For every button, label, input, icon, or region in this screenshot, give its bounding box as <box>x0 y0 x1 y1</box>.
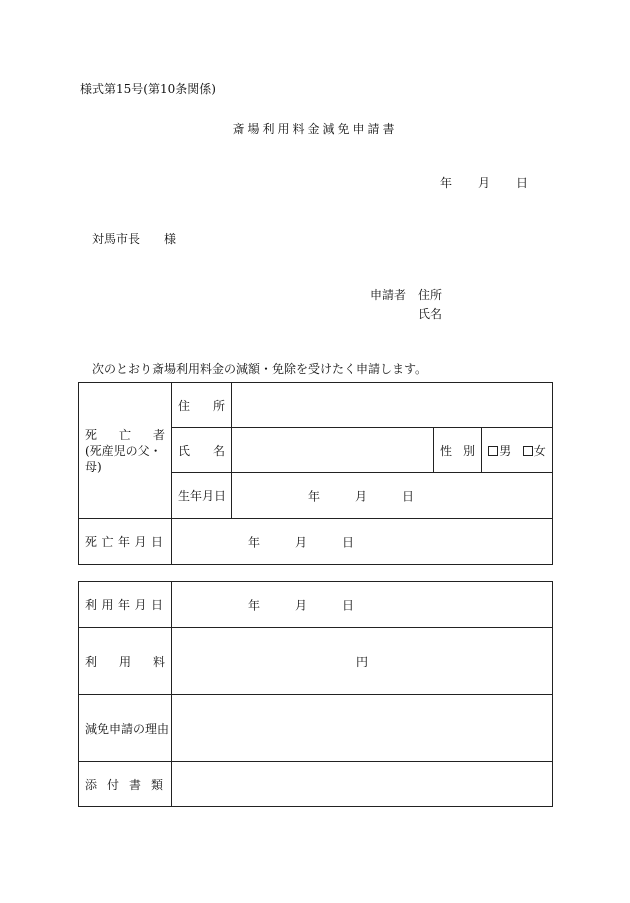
name-label-cell: 氏 名 <box>172 428 232 473</box>
addressee: 対馬市長 様 <box>92 232 177 246</box>
fee-label-cell: 利 用 料 <box>79 628 172 695</box>
deceased-info-table <box>78 382 553 565</box>
deceased-name-field[interactable] <box>232 428 434 473</box>
applicant-label: 申請者 <box>370 288 407 302</box>
male-checkbox[interactable] <box>488 446 498 456</box>
death-month-unit: 月 <box>295 535 308 549</box>
death-date-label-cell: 死 亡 年 月 日 <box>79 519 172 565</box>
address-label-cell: 住 所 <box>172 383 232 428</box>
deceased-address-field[interactable] <box>232 383 553 428</box>
use-day-unit: 日 <box>342 598 355 612</box>
death-year-unit: 年 <box>248 535 261 549</box>
birthdate-field[interactable] <box>232 473 553 519</box>
death-date-field[interactable] <box>172 519 553 565</box>
female-checkbox[interactable] <box>523 446 533 456</box>
deceased-sublabel: (死産児の父・母) <box>85 443 162 474</box>
use-year-unit: 年 <box>248 598 261 612</box>
birthdate-label: 生年月日 <box>172 473 232 519</box>
birth-day-unit: 日 <box>402 489 415 503</box>
yen-unit: 円 <box>355 654 368 669</box>
reason-field[interactable] <box>172 695 553 762</box>
intro-statement: 次のとおり斎場利用料金の減額・免除を受けたく申請します。 <box>92 362 428 376</box>
use-month-unit: 月 <box>295 598 308 612</box>
applicant-address-label: 住所 <box>418 288 443 302</box>
sex-label-cell: 性 別 <box>434 428 482 473</box>
attachments-field[interactable] <box>172 762 553 807</box>
attachments-label-cell: 添 付 書 類 <box>79 762 172 807</box>
birth-month-unit: 月 <box>355 489 368 503</box>
use-date-field[interactable] <box>172 582 553 628</box>
document-title: 斎場利用料金減免申請書 <box>232 122 398 136</box>
use-date-label-cell: 利 用 年 月 日 <box>79 582 172 628</box>
form-number: 様式第15号(第10条関係) <box>80 82 216 96</box>
death-day-unit: 日 <box>342 535 355 549</box>
female-option[interactable]: 女 <box>523 444 546 458</box>
reason-label: 減免申請の理由 <box>79 695 172 762</box>
deceased-label-cell <box>79 383 172 519</box>
deceased-label: 死 亡 者 <box>85 427 165 442</box>
applicant-name-label: 氏名 <box>418 307 443 321</box>
date-day: 日 <box>516 176 529 190</box>
fee-field[interactable] <box>172 628 553 695</box>
male-option[interactable]: 男 <box>488 444 511 458</box>
date-month: 月 <box>478 176 491 190</box>
date-year: 年 <box>440 176 453 190</box>
usage-info-table <box>78 581 553 807</box>
sex-options <box>482 428 553 473</box>
application-date <box>440 174 528 191</box>
birth-year-unit: 年 <box>308 489 321 503</box>
